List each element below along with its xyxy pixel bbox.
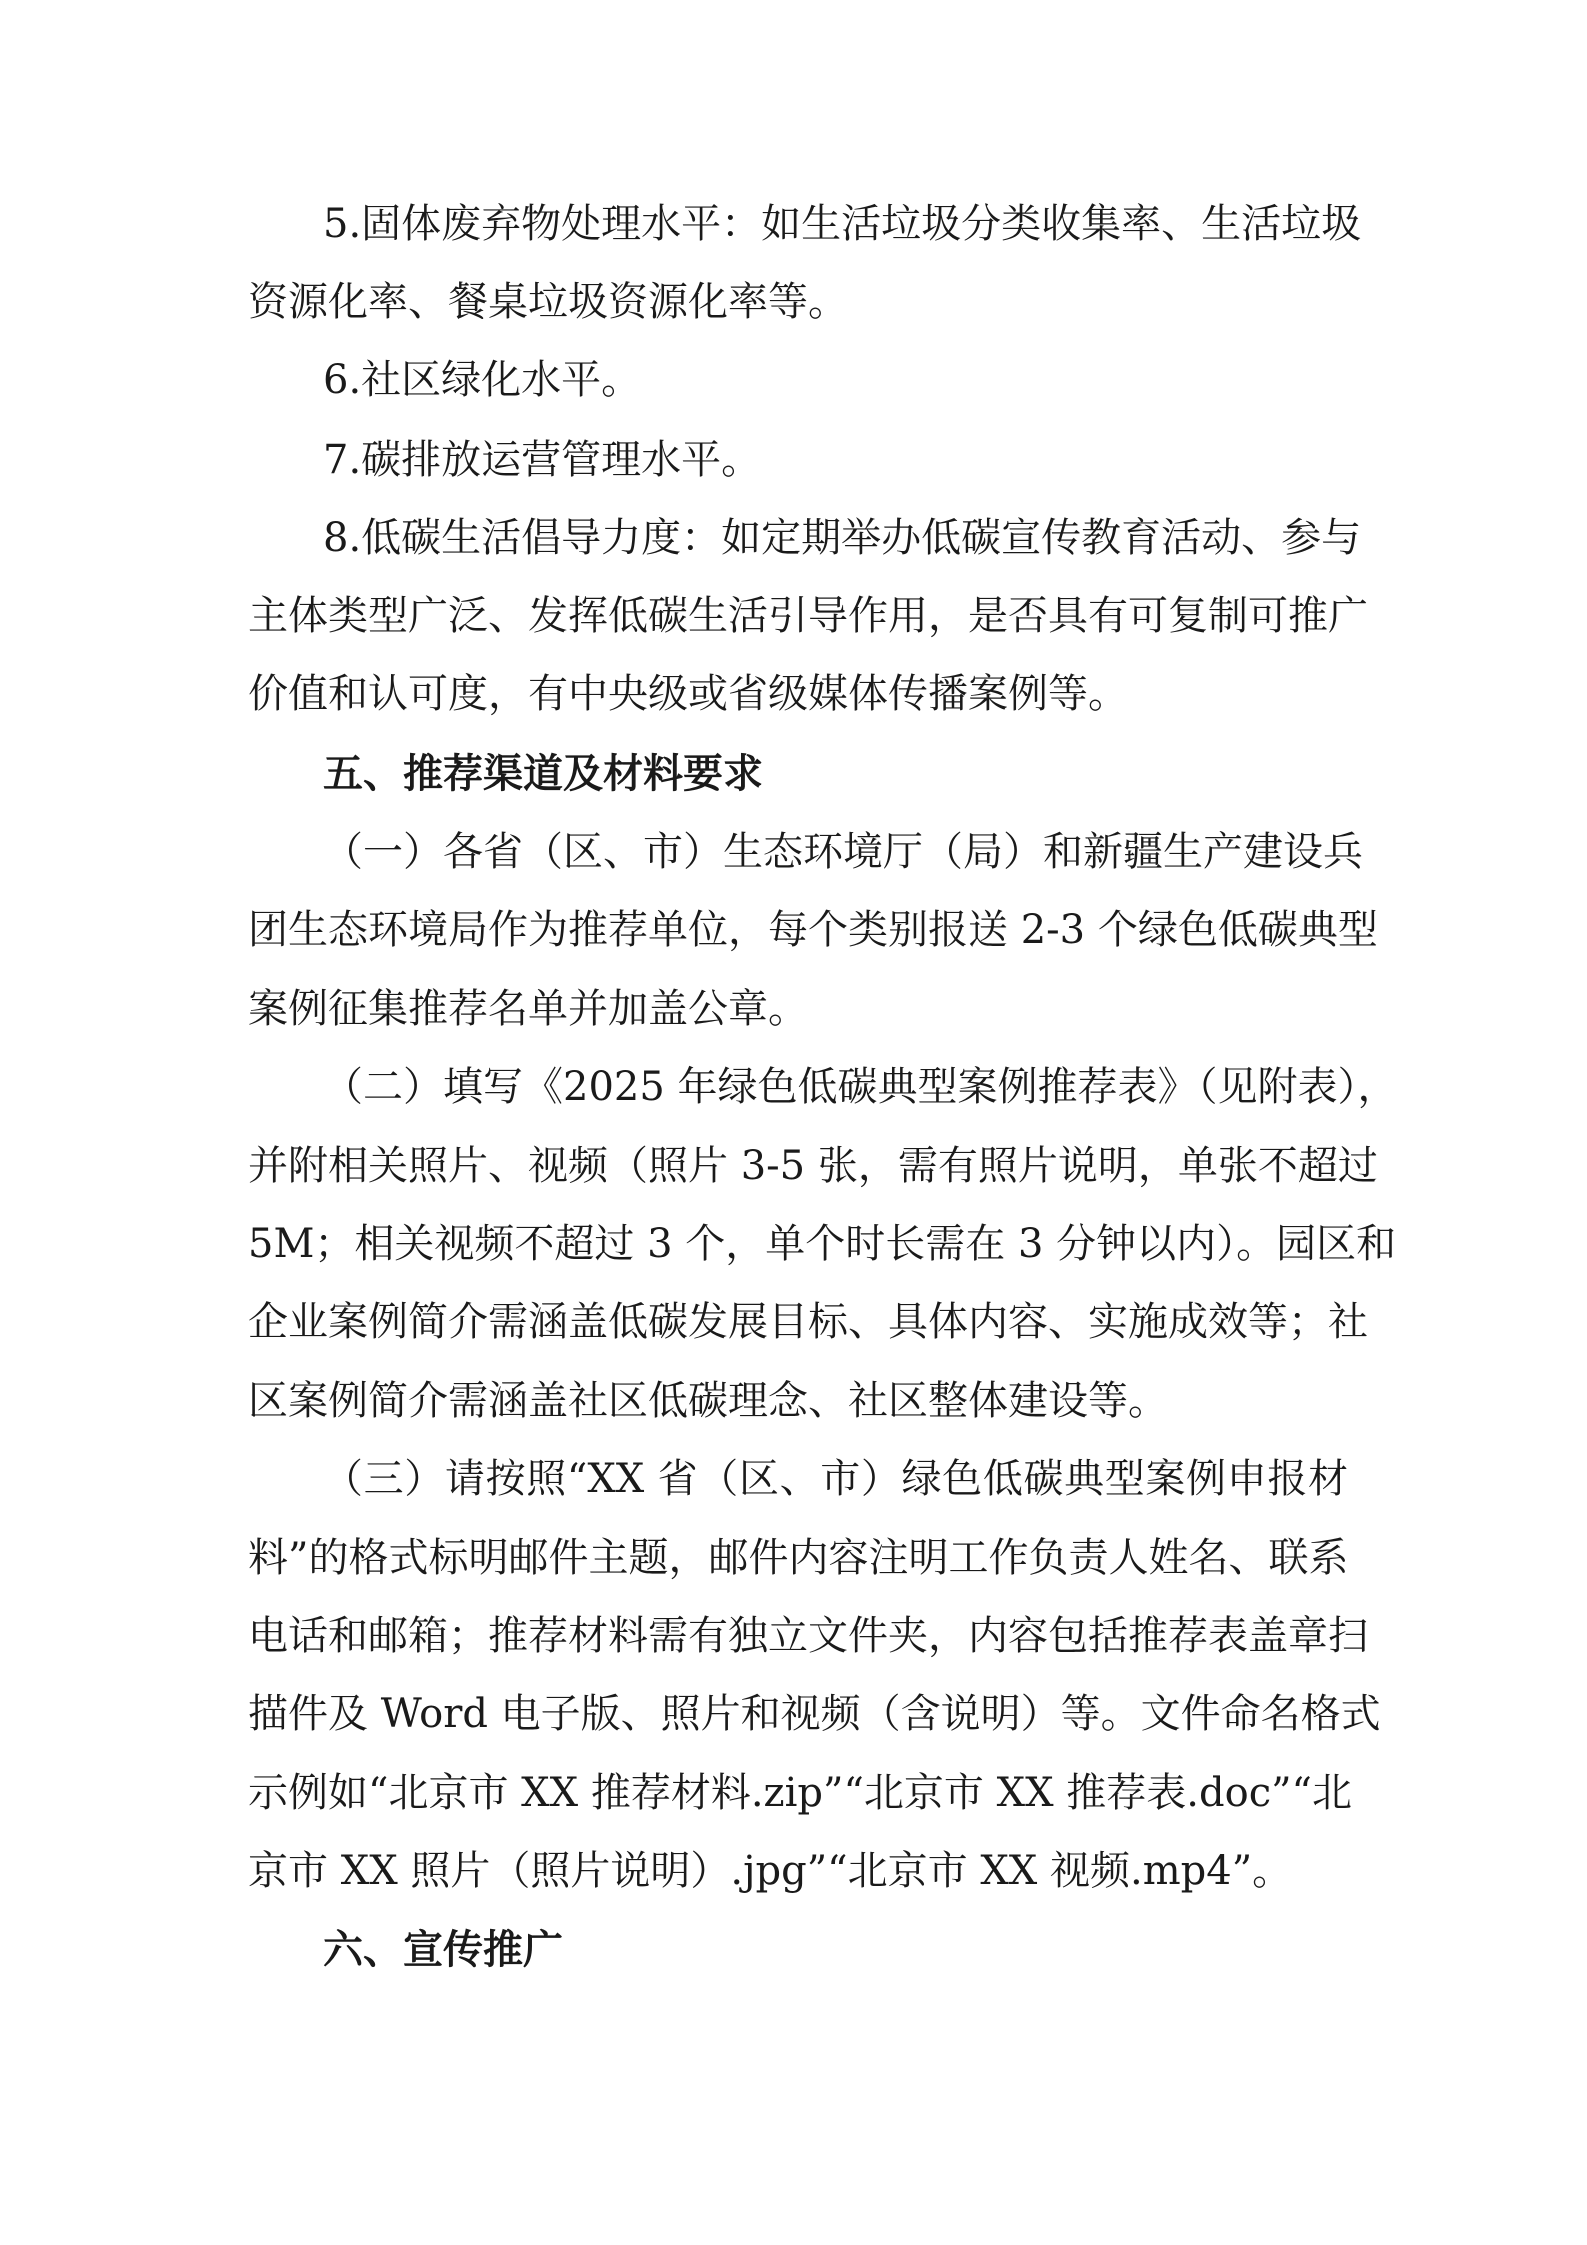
para1-line2: 团生态环境局作为推荐单位，每个类别报送 2-3 个绿色低碳典型 bbox=[248, 907, 1378, 953]
para2-line4: 企业案例简介需涵盖低碳发展目标、具体内容、实施成效等；社 bbox=[248, 1299, 1368, 1345]
para3-line2: 料”的格式标明邮件主题，邮件内容注明工作负责人姓名、联系 bbox=[248, 1535, 1349, 1581]
item6-line: 6.社区绿化水平。 bbox=[323, 357, 642, 403]
para3-line1: （三）请按照“XX 省（区、市）绿色低碳典型案例申报材 bbox=[323, 1456, 1348, 1502]
para2-line2: 并附相关照片、视频（照片 3-5 张，需有照片说明，单张不超过 bbox=[248, 1143, 1378, 1189]
para2-line1: （二）填写《2025 年绿色低碳典型案例推荐表》（见附表）， bbox=[323, 1064, 1398, 1110]
para3-line4: 描件及 Word 电子版、照片和视频（含说明）等。文件命名格式 bbox=[248, 1691, 1381, 1737]
item7-line: 7.碳排放运营管理水平。 bbox=[323, 437, 762, 483]
item8-line1: 8.低碳生活倡导力度：如定期举办低碳宣传教育活动、参与 bbox=[323, 515, 1362, 561]
para1-line3: 案例征集推荐名单并加盖公章。 bbox=[248, 986, 808, 1032]
item8-line3: 价值和认可度，有中央级或省级媒体传播案例等。 bbox=[248, 671, 1128, 717]
para3-line3: 电话和邮箱；推荐材料需有独立文件夹，内容包括推荐表盖章扫 bbox=[248, 1613, 1368, 1659]
section5-heading: 五、推荐渠道及材料要求 bbox=[323, 751, 763, 797]
para3-line6: 京市 XX 照片（照片说明）.jpg”“北京市 XX 视频.mp4”。 bbox=[248, 1848, 1293, 1894]
para3-line5: 示例如“北京市 XX 推荐材料.zip”“北京市 XX 推荐表.doc”“北 bbox=[248, 1770, 1353, 1816]
para2-line3: 5M；相关视频不超过 3 个，单个时长需在 3 分钟以内）。园区和 bbox=[248, 1221, 1397, 1267]
item8-line2: 主体类型广泛、发挥低碳生活引导作用，是否具有可复制可推广 bbox=[248, 593, 1368, 639]
section6-heading: 六、宣传推广 bbox=[323, 1927, 563, 1973]
para1-line1: （一）各省（区、市）生态环境厅（局）和新疆生产建设兵 bbox=[323, 829, 1363, 875]
item5-line1: 5.固体废弃物处理水平：如生活垃圾分类收集率、生活垃圾 bbox=[323, 201, 1362, 247]
para2-line5: 区案例简介需涵盖社区低碳理念、社区整体建设等。 bbox=[248, 1378, 1168, 1424]
item5-line2: 资源化率、餐桌垃圾资源化率等。 bbox=[248, 279, 848, 325]
